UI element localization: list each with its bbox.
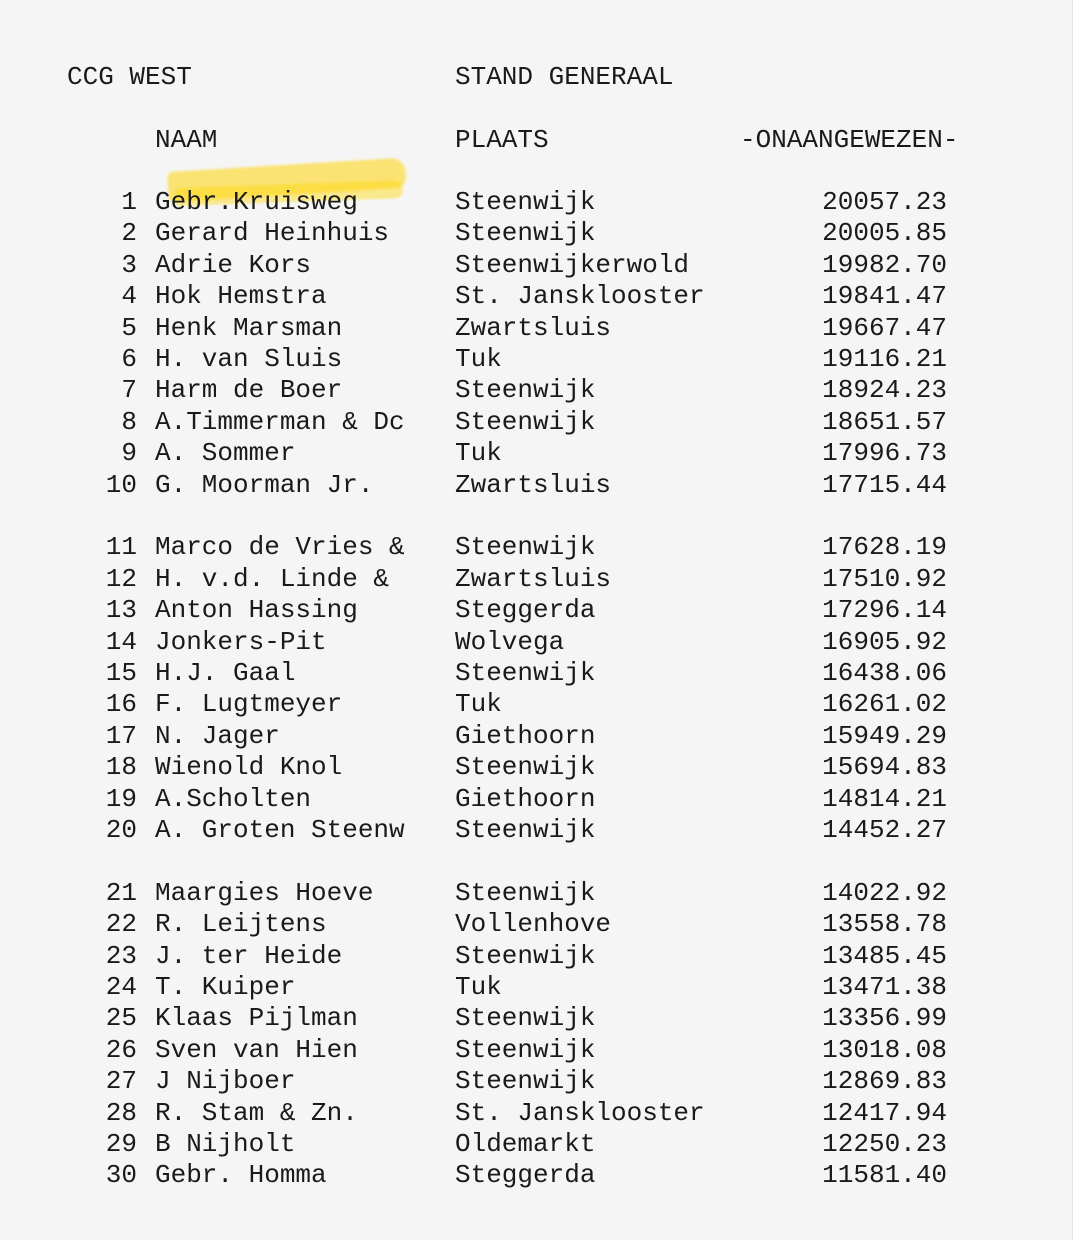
table-row bbox=[0, 1097, 1073, 1129]
score-cell: 13558.78 bbox=[822, 909, 947, 940]
rank-cell: 10 bbox=[105, 469, 137, 500]
score-cell: 19116.21 bbox=[822, 344, 947, 374]
place-cell: Zwartsluis bbox=[455, 469, 612, 500]
name-cell: A.Scholten bbox=[155, 783, 312, 814]
place-cell: Tuk bbox=[455, 689, 502, 720]
place-cell: Steenwijk bbox=[455, 752, 596, 783]
rank-cell: 3 bbox=[121, 249, 137, 280]
place-cell: Giethoorn bbox=[455, 720, 596, 751]
table-row bbox=[0, 563, 1073, 595]
table-row bbox=[0, 1128, 1073, 1160]
place-cell: Zwartsluis bbox=[455, 312, 612, 343]
score-cell: 13471.38 bbox=[822, 972, 947, 1002]
table-row bbox=[0, 657, 1073, 689]
name-cell: Harm de Boer bbox=[155, 375, 343, 406]
rank-cell: 22 bbox=[105, 909, 137, 940]
rank-cell: 25 bbox=[105, 1003, 137, 1034]
place-cell: Zwartsluis bbox=[455, 563, 612, 594]
place-cell: Steenwijk bbox=[455, 815, 596, 845]
score-cell: 17628.19 bbox=[822, 532, 947, 563]
name-cell: R. Stam & Zn. bbox=[155, 1097, 358, 1128]
score-cell: 16261.02 bbox=[822, 689, 947, 720]
rank-cell: 21 bbox=[105, 877, 137, 908]
table-row bbox=[0, 406, 1073, 438]
table-row bbox=[0, 814, 1073, 846]
score-cell: 12417.94 bbox=[822, 1097, 947, 1128]
score-cell: 17715.44 bbox=[822, 469, 947, 500]
score-cell: 19841.47 bbox=[822, 281, 947, 312]
table-row bbox=[0, 469, 1073, 501]
score-cell: 17296.14 bbox=[822, 595, 947, 626]
name-cell: A.Timmerman & Dc bbox=[155, 406, 405, 437]
table-row bbox=[0, 1002, 1073, 1034]
place-cell: Tuk bbox=[455, 438, 502, 469]
score-cell: 13356.99 bbox=[822, 1003, 947, 1034]
table-row bbox=[0, 186, 1073, 218]
place-cell: Steenwijk bbox=[455, 406, 596, 437]
name-cell: Gerard Heinhuis bbox=[155, 218, 390, 249]
place-cell: Steenwijk bbox=[455, 1003, 596, 1034]
rank-cell: 24 bbox=[105, 972, 137, 1002]
table-row bbox=[0, 249, 1073, 281]
rank-cell: 1 bbox=[121, 187, 137, 217]
column-header-place: PLAATS bbox=[455, 125, 549, 155]
table-row bbox=[0, 877, 1073, 909]
rank-cell: 6 bbox=[121, 344, 137, 374]
place-cell: Steenwijk bbox=[455, 375, 596, 406]
place-cell: Giethoorn bbox=[455, 783, 596, 814]
name-cell: F. Lugtmeyer bbox=[155, 689, 343, 720]
score-cell: 16905.92 bbox=[822, 626, 947, 657]
rank-cell: 13 bbox=[105, 595, 137, 626]
score-cell: 15949.29 bbox=[822, 720, 947, 751]
name-cell: Hok Hemstra bbox=[155, 281, 327, 312]
name-cell: H. v.d. Linde & bbox=[155, 563, 390, 594]
score-cell: 20057.23 bbox=[822, 187, 947, 217]
rank-cell: 17 bbox=[105, 720, 137, 751]
rank-cell: 30 bbox=[105, 1160, 137, 1191]
rank-cell: 14 bbox=[105, 626, 137, 657]
place-cell: Steenwijk bbox=[455, 218, 596, 249]
score-cell: 20005.85 bbox=[822, 218, 947, 249]
table-row bbox=[0, 1159, 1073, 1191]
club-name: CCG WEST bbox=[67, 62, 192, 92]
rank-cell: 8 bbox=[121, 406, 137, 437]
score-cell: 14022.92 bbox=[822, 877, 947, 908]
score-cell: 17510.92 bbox=[822, 563, 947, 594]
place-cell: Tuk bbox=[455, 972, 502, 1002]
page-title: STAND GENERAAL bbox=[455, 62, 674, 92]
name-cell: A. Sommer bbox=[155, 438, 296, 469]
rank-cell: 11 bbox=[105, 532, 137, 563]
rank-cell: 29 bbox=[105, 1129, 137, 1159]
rank-cell: 5 bbox=[121, 312, 137, 343]
rank-cell: 9 bbox=[121, 438, 137, 469]
score-cell: 12869.83 bbox=[822, 1066, 947, 1097]
rank-cell: 7 bbox=[121, 375, 137, 406]
score-cell: 16438.06 bbox=[822, 658, 947, 688]
rank-cell: 19 bbox=[105, 783, 137, 814]
table-row bbox=[0, 720, 1073, 752]
table-row bbox=[0, 312, 1073, 344]
score-cell: 12250.23 bbox=[822, 1129, 947, 1159]
table-row bbox=[0, 280, 1073, 312]
place-cell: Vollenhove bbox=[455, 909, 612, 940]
table-row bbox=[0, 971, 1073, 1003]
table-row bbox=[0, 1065, 1073, 1097]
name-cell: A. Groten Steenw bbox=[155, 815, 405, 845]
score-cell: 14452.27 bbox=[822, 815, 947, 845]
name-cell: H. van Sluis bbox=[155, 344, 343, 374]
table-row bbox=[0, 940, 1073, 972]
name-cell: Sven van Hien bbox=[155, 1034, 358, 1065]
score-cell: 19982.70 bbox=[822, 249, 947, 280]
place-cell: Steenwijk bbox=[455, 1034, 596, 1065]
rank-cell: 27 bbox=[105, 1066, 137, 1097]
name-cell: T. Kuiper bbox=[155, 972, 296, 1002]
name-cell: Marco de Vries & bbox=[155, 532, 405, 563]
table-row bbox=[0, 783, 1073, 815]
score-cell: 13485.45 bbox=[822, 940, 947, 971]
rank-cell: 15 bbox=[105, 658, 137, 688]
name-cell: Henk Marsman bbox=[155, 312, 343, 343]
column-header-name: NAAM bbox=[155, 125, 218, 155]
table-row bbox=[0, 531, 1073, 563]
rank-cell: 16 bbox=[105, 689, 137, 720]
place-cell: Steenwijkerwold bbox=[455, 249, 690, 280]
table-row bbox=[0, 594, 1073, 626]
table-row bbox=[0, 626, 1073, 658]
name-cell: Gebr. Homma bbox=[155, 1160, 327, 1191]
score-cell: 18924.23 bbox=[822, 375, 947, 406]
table-row bbox=[0, 437, 1073, 469]
rank-cell: 28 bbox=[105, 1097, 137, 1128]
table-row bbox=[0, 751, 1073, 783]
place-cell: St. Jansklooster bbox=[455, 281, 705, 312]
rank-cell: 18 bbox=[105, 752, 137, 783]
name-cell: R. Leijtens bbox=[155, 909, 327, 940]
rank-cell: 12 bbox=[105, 563, 137, 594]
score-cell: 17996.73 bbox=[822, 438, 947, 469]
rank-cell: 26 bbox=[105, 1034, 137, 1065]
name-cell: H.J. Gaal bbox=[155, 658, 296, 688]
name-cell: G. Moorman Jr. bbox=[155, 469, 374, 500]
score-cell: 14814.21 bbox=[822, 783, 947, 814]
name-cell: Klaas Pijlman bbox=[155, 1003, 358, 1034]
place-cell: St. Jansklooster bbox=[455, 1097, 705, 1128]
score-cell: 18651.57 bbox=[822, 406, 947, 437]
score-cell: 11581.40 bbox=[822, 1160, 947, 1191]
name-cell: Wienold Knol bbox=[155, 752, 343, 783]
name-cell: Anton Hassing bbox=[155, 595, 358, 626]
table-row bbox=[0, 343, 1073, 375]
place-cell: Steenwijk bbox=[455, 532, 596, 563]
name-cell: J. ter Heide bbox=[155, 940, 343, 971]
table-row bbox=[0, 1034, 1073, 1066]
place-cell: Steggerda bbox=[455, 595, 596, 626]
name-cell: Maargies Hoeve bbox=[155, 877, 374, 908]
place-cell: Steggerda bbox=[455, 1160, 596, 1191]
rank-cell: 23 bbox=[105, 940, 137, 971]
score-cell: 15694.83 bbox=[822, 752, 947, 783]
rank-cell: 4 bbox=[121, 281, 137, 312]
name-cell: N. Jager bbox=[155, 720, 280, 751]
table-row bbox=[0, 908, 1073, 940]
place-cell: Steenwijk bbox=[455, 940, 596, 971]
score-cell: 13018.08 bbox=[822, 1034, 947, 1065]
place-cell: Wolvega bbox=[455, 626, 565, 657]
rank-cell: 20 bbox=[105, 815, 137, 845]
place-cell: Oldemarkt bbox=[455, 1129, 596, 1159]
name-cell: J Nijboer bbox=[155, 1066, 296, 1097]
name-cell: Gebr.Kruisweg bbox=[155, 187, 358, 217]
name-cell: Jonkers-Pit bbox=[155, 626, 327, 657]
table-row bbox=[0, 217, 1073, 249]
rank-cell: 2 bbox=[121, 218, 137, 249]
column-header-score: -ONAANGEWEZEN- bbox=[740, 125, 959, 155]
place-cell: Steenwijk bbox=[455, 1066, 596, 1097]
name-cell: Adrie Kors bbox=[155, 249, 312, 280]
table-row bbox=[0, 374, 1073, 406]
place-cell: Steenwijk bbox=[455, 658, 596, 688]
table-row bbox=[0, 688, 1073, 720]
name-cell: B Nijholt bbox=[155, 1129, 296, 1159]
place-cell: Tuk bbox=[455, 344, 502, 374]
place-cell: Steenwijk bbox=[455, 877, 596, 908]
place-cell: Steenwijk bbox=[455, 187, 596, 217]
score-cell: 19667.47 bbox=[822, 312, 947, 343]
